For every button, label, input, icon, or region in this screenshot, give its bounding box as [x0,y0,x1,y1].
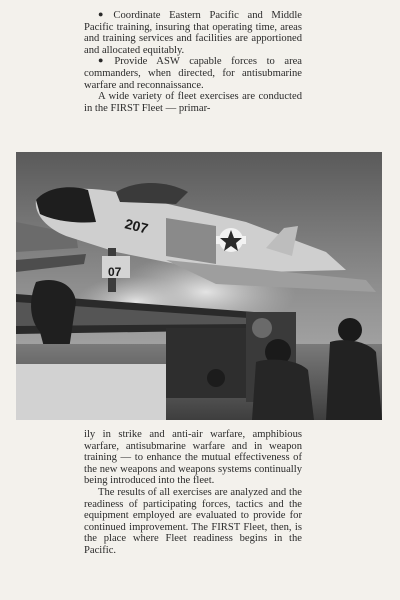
paragraph-2: The results of all exercises are analyzed and the readiness of participating forces, tactics and the equipment employed are evaluated to provide for continued improvement. The FIRST Fleet, then, is the place where Fleet readiness begins in the Pacific. [84,486,302,556]
top-text-column [84,10,302,114]
bullet-item-2 [84,56,302,91]
paragraph-continued: ily in strike and anti-air warfare, amphibious warfare, antisubmarine warfare and in weapon training — to enhance the mutual effectiveness of the new weapons and weapons systems continually being introduced into the fleet. [84,429,302,487]
nose-gear-number: 07 [108,265,122,279]
bullet-icon: ● [98,55,111,66]
bottom-text-column [84,429,302,557]
bullet-item-1 [84,10,302,56]
bullet-1-text: Coordinate Eastern Pacific and Middle Pacific training, insuring that operating time, areas and training services and facilities are apportioned and allocated equitably. [84,10,302,56]
bullet-icon: ● [98,9,110,19]
photo-illustration [16,152,382,420]
fuselage-number: 207 [123,215,150,237]
bullet-2-text: Provide ASW capable forces to area commanders, when directed, for antisubmarine warfare and reconnaissance. [84,56,303,91]
photo-jet-on-catapult [16,152,382,420]
paragraph-start: A wide variety of fleet exercises are conducted in the FIRST Fleet — primar- [84,91,302,114]
